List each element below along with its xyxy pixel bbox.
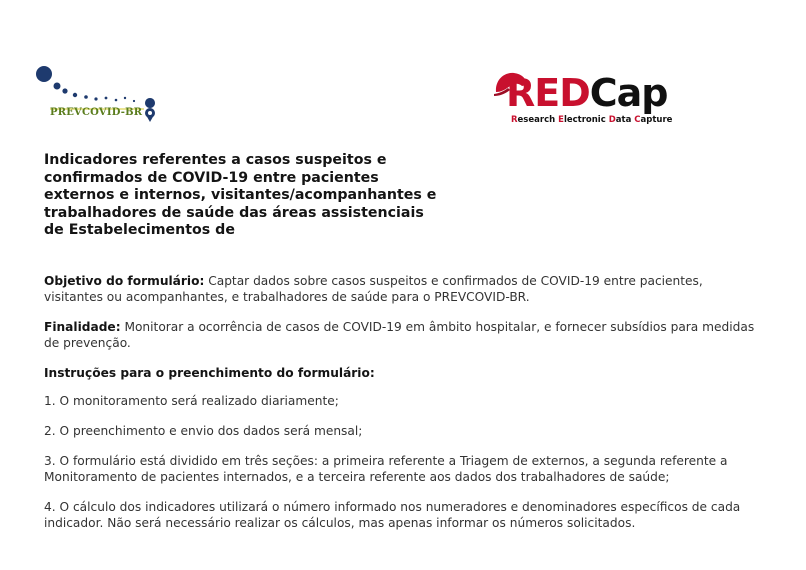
redcap-sub-r: R bbox=[511, 115, 518, 125]
redcap-wordmark bbox=[506, 73, 668, 113]
redcap-word-red: RED bbox=[506, 71, 590, 115]
instrucoes-title: Instruções para o preenchimento do formulário: bbox=[44, 366, 375, 380]
form-instructions-section bbox=[44, 273, 762, 545]
redcap-sub-2: lectronic bbox=[563, 115, 609, 125]
finalidade-text: Monitorar a ocorrência de casos de COVID-19 em âmbito hospitalar, e fornecer subsídios para medidas de prevenção. bbox=[44, 320, 755, 350]
finalidade-label: Finalidade: bbox=[44, 320, 121, 334]
instrucao-item-3: 3. O formulário está dividido em três seções: a primeira referente a Triagem de externos, a segunda referente a Monitoramento de pacientes internados, e a terceira referente aos dados dos trabalhadores de saúde; bbox=[44, 454, 728, 484]
instrucao-item-4: 4. O cálculo dos indicadores utilizará o número informado nos numeradores e denominadores específicos de cada indicador. Não será necessário realizar os cálculos, mas apenas informar os números solicitados. bbox=[44, 500, 741, 530]
instrucao-item-1: 1. O monitoramento será realizado diariamente; bbox=[44, 394, 339, 408]
redcap-logo bbox=[492, 70, 687, 130]
redcap-word-black: Cap bbox=[589, 71, 668, 115]
redcap-sub-3: ata bbox=[615, 115, 635, 125]
objetivo-text: Captar dados sobre casos suspeitos e confirmados de COVID-19 entre pacientes, visitantes ou acompanhantes, e trabalhadores de saúde para o PREVCOVID-BR. bbox=[44, 274, 703, 304]
prevcovid-logo bbox=[32, 64, 162, 124]
prevcovid-logo-text: PREVCOVID-BR bbox=[50, 107, 143, 118]
redcap-sub-e: E bbox=[558, 115, 564, 125]
redcap-sub-c: C bbox=[634, 115, 641, 125]
redcap-sub-1: esearch bbox=[517, 115, 559, 125]
instrucao-item-2: 2. O preenchimento e envio dos dados será mensal; bbox=[44, 424, 363, 438]
redcap-subtitle bbox=[511, 115, 672, 125]
form-title: Indicadores referentes a casos suspeitos e confirmados de COVID-19 entre pacientes externos e internos, visitantes/acompanhantes e trabalhadores de saúde das áreas assistenciais de Estabelecimentos de bbox=[44, 152, 437, 238]
finalidade-paragraph bbox=[44, 319, 762, 351]
objetivo-paragraph bbox=[44, 273, 762, 305]
redcap-sub-4: apture bbox=[640, 115, 673, 125]
redcap-sub-d: D bbox=[608, 115, 616, 125]
objetivo-label: Objetivo do formulário: bbox=[44, 274, 205, 288]
